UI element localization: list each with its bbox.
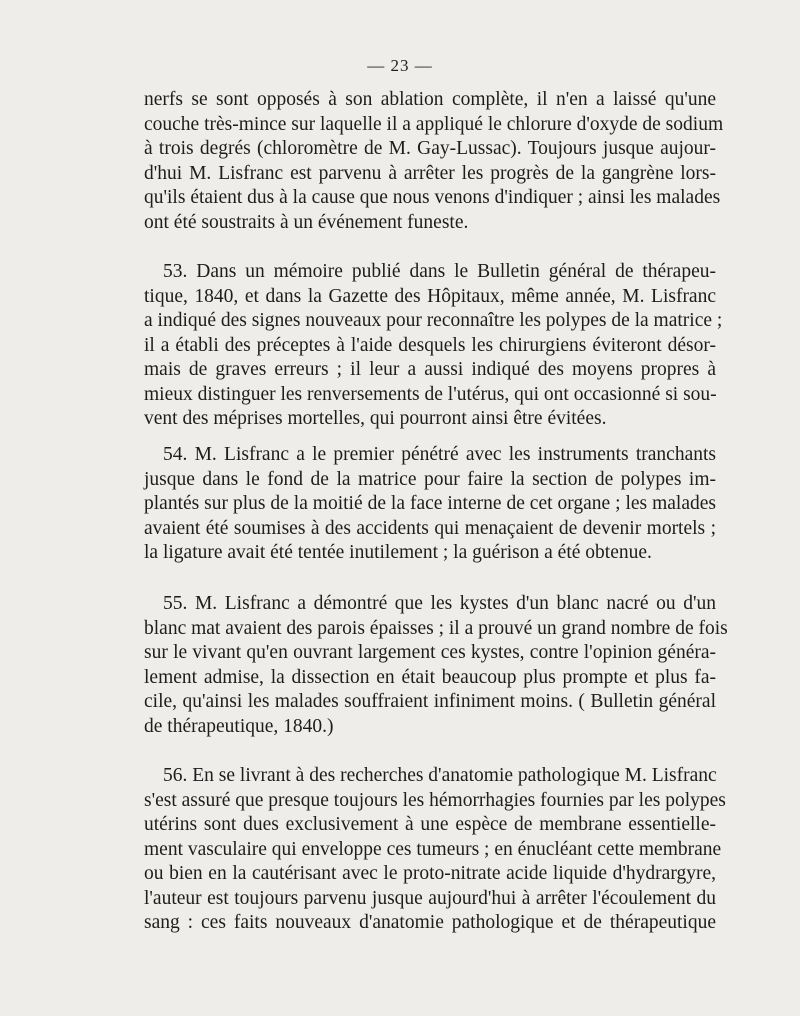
text-line: s'est assuré que presque toujours les hémorrhagies fournies par les polypes <box>144 789 726 811</box>
text-line: 55. M. Lisfranc a démontré que les kystes d'un blanc nacré ou d'un <box>163 593 716 614</box>
text-line: qu'ils étaient dus à la cause que nous venons d'indiquer ; ainsi les malades <box>144 187 721 208</box>
text-line: cile, qu'ainsi les malades souffraient infiniment moins. ( Bulletin général <box>144 691 716 712</box>
text-line: d'hui M. Lisfranc est parvenu à arrêter les progrès de la gangrène lors- <box>144 162 716 184</box>
text-line: il a établi des préceptes à l'aide desquels les chirurgiens éviteront désor- <box>144 334 716 356</box>
paragraph-53 <box>144 260 723 432</box>
text-line: ont été soustraits à un événement funeste. <box>144 211 469 233</box>
text-line: à trois degrés (chloromètre de M. Gay-Lussac). Toujours jusque aujour- <box>144 138 716 159</box>
text-line: blanc mat avaient des parois épaisses ; il a prouvé un grand nombre de fois <box>144 617 728 639</box>
text-line: mais de graves erreurs ; il leur a aussi indiqué des moyens propres à <box>144 359 716 380</box>
text-line: 53. Dans un mémoire publié dans le Bulletin général de thérapeu- <box>163 261 716 282</box>
text-line: lement admise, la dissection en était beaucoup plus prompte et plus fa- <box>144 666 716 688</box>
text-line: mieux distinguer les renversements de l'utérus, qui ont occasionné si sou- <box>144 383 717 405</box>
text-line: ment vasculaire qui enveloppe ces tumeurs ; en énucléant cette membrane <box>144 838 722 860</box>
text-line: sur le vivant qu'en ouvrant largement ces kystes, contre l'opinion généra- <box>144 642 716 663</box>
text-line: 56. En se livrant à des recherches d'anatomie pathologique M. Lisfranc <box>163 765 717 786</box>
text-line: a indiqué des signes nouveaux pour reconnaître les polypes de la matrice ; <box>144 310 723 331</box>
text-line: sang : ces faits nouveaux d'anatomie pathologique et de thérapeutique <box>144 912 716 933</box>
text-line: jusque dans le fond de la matrice pour faire la section de polypes im- <box>144 468 716 490</box>
page-number: — 23 — <box>367 56 433 75</box>
paragraph-continuation <box>144 88 724 235</box>
paragraph-54 <box>144 443 716 566</box>
text-line: couche très-mince sur laquelle il a appliqué le chlorure d'oxyde de sodium <box>144 113 724 135</box>
paragraph-55 <box>144 592 728 739</box>
text-line: la ligature avait été tentée inutilement ; la guérison a été obtenue. <box>144 542 652 563</box>
text-line: vent des méprises mortelles, qui pourront ainsi être évitées. <box>144 408 607 429</box>
text-line: utérins sont dues exclusivement à une espèce de membrane essentielle- <box>144 814 716 835</box>
text-line: 54. M. Lisfranc a le premier pénétré avec les instruments tranchants <box>163 444 716 465</box>
text-line: avaient été soumises à des accidents qui menaçaient de devenir mortels ; <box>144 517 716 539</box>
text-line: tique, 1840, et dans la Gazette des Hôpitaux, même année, M. Lisfranc <box>144 285 716 307</box>
text-line: nerfs se sont opposés à son ablation complète, il n'en a laissé qu'une <box>144 89 716 110</box>
text-line: plantés sur plus de la moitié de la face interne de cet organe ; les malades <box>144 493 716 514</box>
text-line: l'auteur est toujours parvenu jusque aujourd'hui à arrêter l'écoulement du <box>144 887 716 909</box>
text-line: de thérapeutique, 1840.) <box>144 715 334 737</box>
text-line: ou bien en la cautérisant avec le proto-nitrate acide liquide d'hydrargyre, <box>144 863 716 884</box>
paragraph-56 <box>144 764 726 936</box>
